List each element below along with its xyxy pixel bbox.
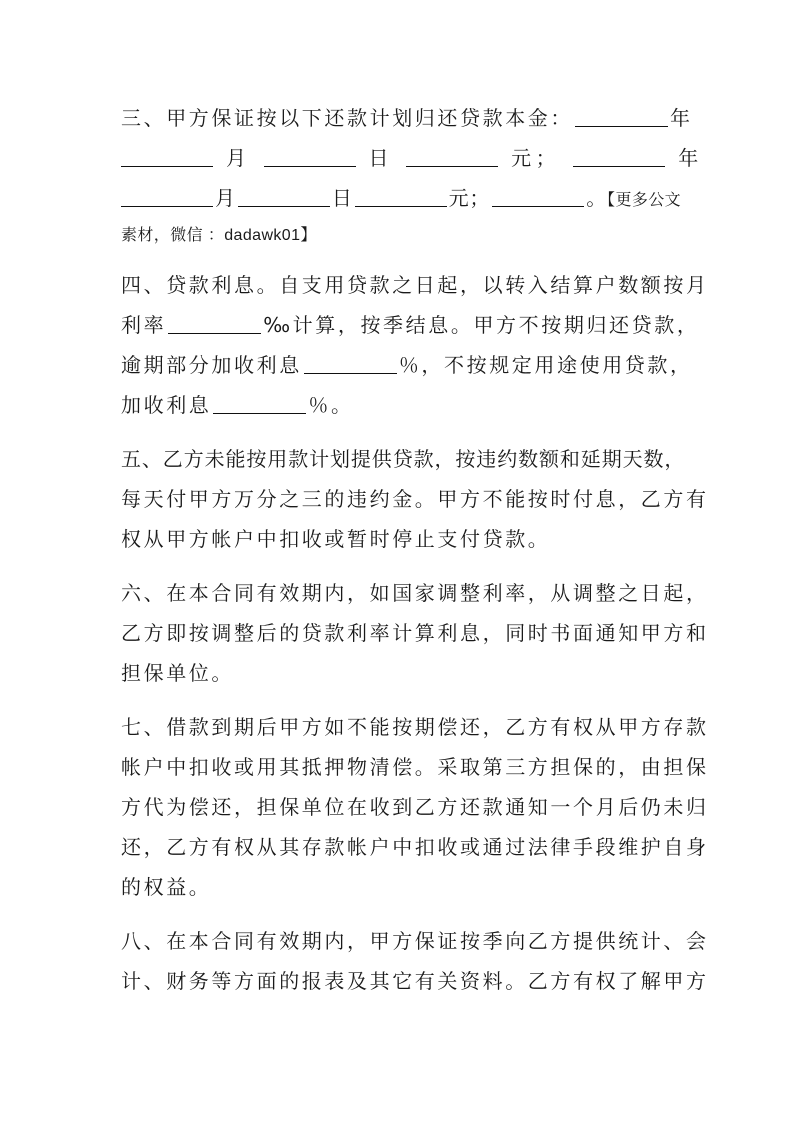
- section-3-heading-text: 三、甲方保证按以下还款计划归还贷款本金：: [121, 106, 573, 130]
- section-6-line-2: 乙方即按调整后的贷款利率计算利息，同时书面通知甲方和: [121, 621, 709, 645]
- section-5-line-3: 权从甲方帐户中扣收或暂时停止支付贷款。: [121, 527, 551, 551]
- section-5-line-2: 每天付甲方万分之三的违约金。甲方不能按时付息，乙方有: [121, 487, 709, 511]
- section-7-line-2: 帐户中扣收或用其抵押物清偿。采取第三方担保的，由担保: [121, 755, 709, 779]
- period-mark: 。: [586, 186, 608, 210]
- section-7-line-4: 还，乙方有权从其存款帐户中扣收或通过法律手段维护自身: [121, 835, 709, 859]
- section-3-line-1: [121, 98, 693, 138]
- section-3-line-2: [121, 138, 703, 178]
- section-4-line-2-text: ‰计算，按季结息。甲方不按期归还贷款，: [263, 313, 700, 337]
- overdue-interest-label: 逾期部分加收利息: [121, 353, 302, 377]
- unit-year: 年: [678, 146, 703, 170]
- section-6-line-3: 担保单位。: [121, 661, 234, 685]
- section-5-line-1: 五、乙方未能按用款计划提供贷款，按违约数额和延期天数，: [121, 447, 686, 471]
- section-5-penalty: [121, 439, 709, 559]
- unit-month: 月: [215, 186, 236, 210]
- section-4-line-3-text: ％，不按规定用途使用贷款，: [398, 353, 693, 377]
- blank-monthly-rate[interactable]: [168, 311, 261, 334]
- blank-day-2[interactable]: [238, 184, 330, 207]
- blank-amount-1[interactable]: [406, 144, 498, 167]
- unit-month: 月: [225, 146, 251, 170]
- section-8-line-2: 计、财务等方面的报表及其它有关资料。乙方有权了解甲方: [121, 969, 709, 993]
- blank-month-2[interactable]: [121, 184, 213, 207]
- blank-trailing[interactable]: [492, 184, 584, 207]
- section-6-rate-adjustment: [121, 573, 709, 693]
- blank-year-2[interactable]: [573, 144, 665, 167]
- unit-year: 年: [670, 106, 693, 130]
- section-4-line-4: [121, 385, 676, 425]
- section-4-line-3: [121, 345, 693, 385]
- promo-note-part-2: 素材，微信 ：dadawk01】: [121, 227, 317, 244]
- misuse-interest-label: 加收利息: [121, 393, 212, 417]
- unit-day: 日: [331, 186, 353, 210]
- section-3-repayment-plan: [121, 98, 703, 251]
- unit-yuan: 元；: [448, 186, 491, 210]
- blank-day-1[interactable]: [264, 144, 356, 167]
- section-6-line-1: 六、在本合同有效期内，如国家调整利率，从调整之日起，: [121, 581, 709, 605]
- section-8-reporting: [121, 921, 709, 1001]
- section-7-line-3: 方代为偿还，担保单位在收到乙方还款通知一个月后仍未归: [121, 795, 709, 819]
- blank-amount-2[interactable]: [355, 184, 447, 207]
- unit-day: 日: [368, 146, 394, 170]
- section-7-line-1: 七、借款到期后甲方如不能按期偿还，乙方有权从甲方存款: [121, 715, 709, 739]
- section-3-line-3: [121, 178, 682, 221]
- section-4-line-1: 四、贷款利息。自支用贷款之日起，以转入结算户数额按月: [121, 273, 709, 297]
- blank-misuse-rate[interactable]: [213, 391, 306, 414]
- section-4-line-2: [121, 305, 700, 345]
- unit-yuan: 元；: [511, 146, 561, 170]
- blank-month-1[interactable]: [121, 144, 213, 167]
- section-7-line-5: 的权益。: [121, 875, 212, 899]
- blank-overdue-rate[interactable]: [304, 351, 397, 374]
- section-8-line-1: 八、在本合同有效期内，甲方保证按季向乙方提供统计、会: [121, 929, 709, 953]
- contract-body: [121, 98, 709, 1015]
- blank-year-1[interactable]: [575, 104, 668, 127]
- monthly-rate-label: 利率: [121, 313, 167, 337]
- section-4-line-4-text: ％。: [308, 393, 354, 417]
- section-7-default-repayment: [121, 707, 709, 907]
- promo-note-part-1: 【更多公文: [607, 192, 682, 209]
- section-4-loan-interest: [121, 265, 709, 425]
